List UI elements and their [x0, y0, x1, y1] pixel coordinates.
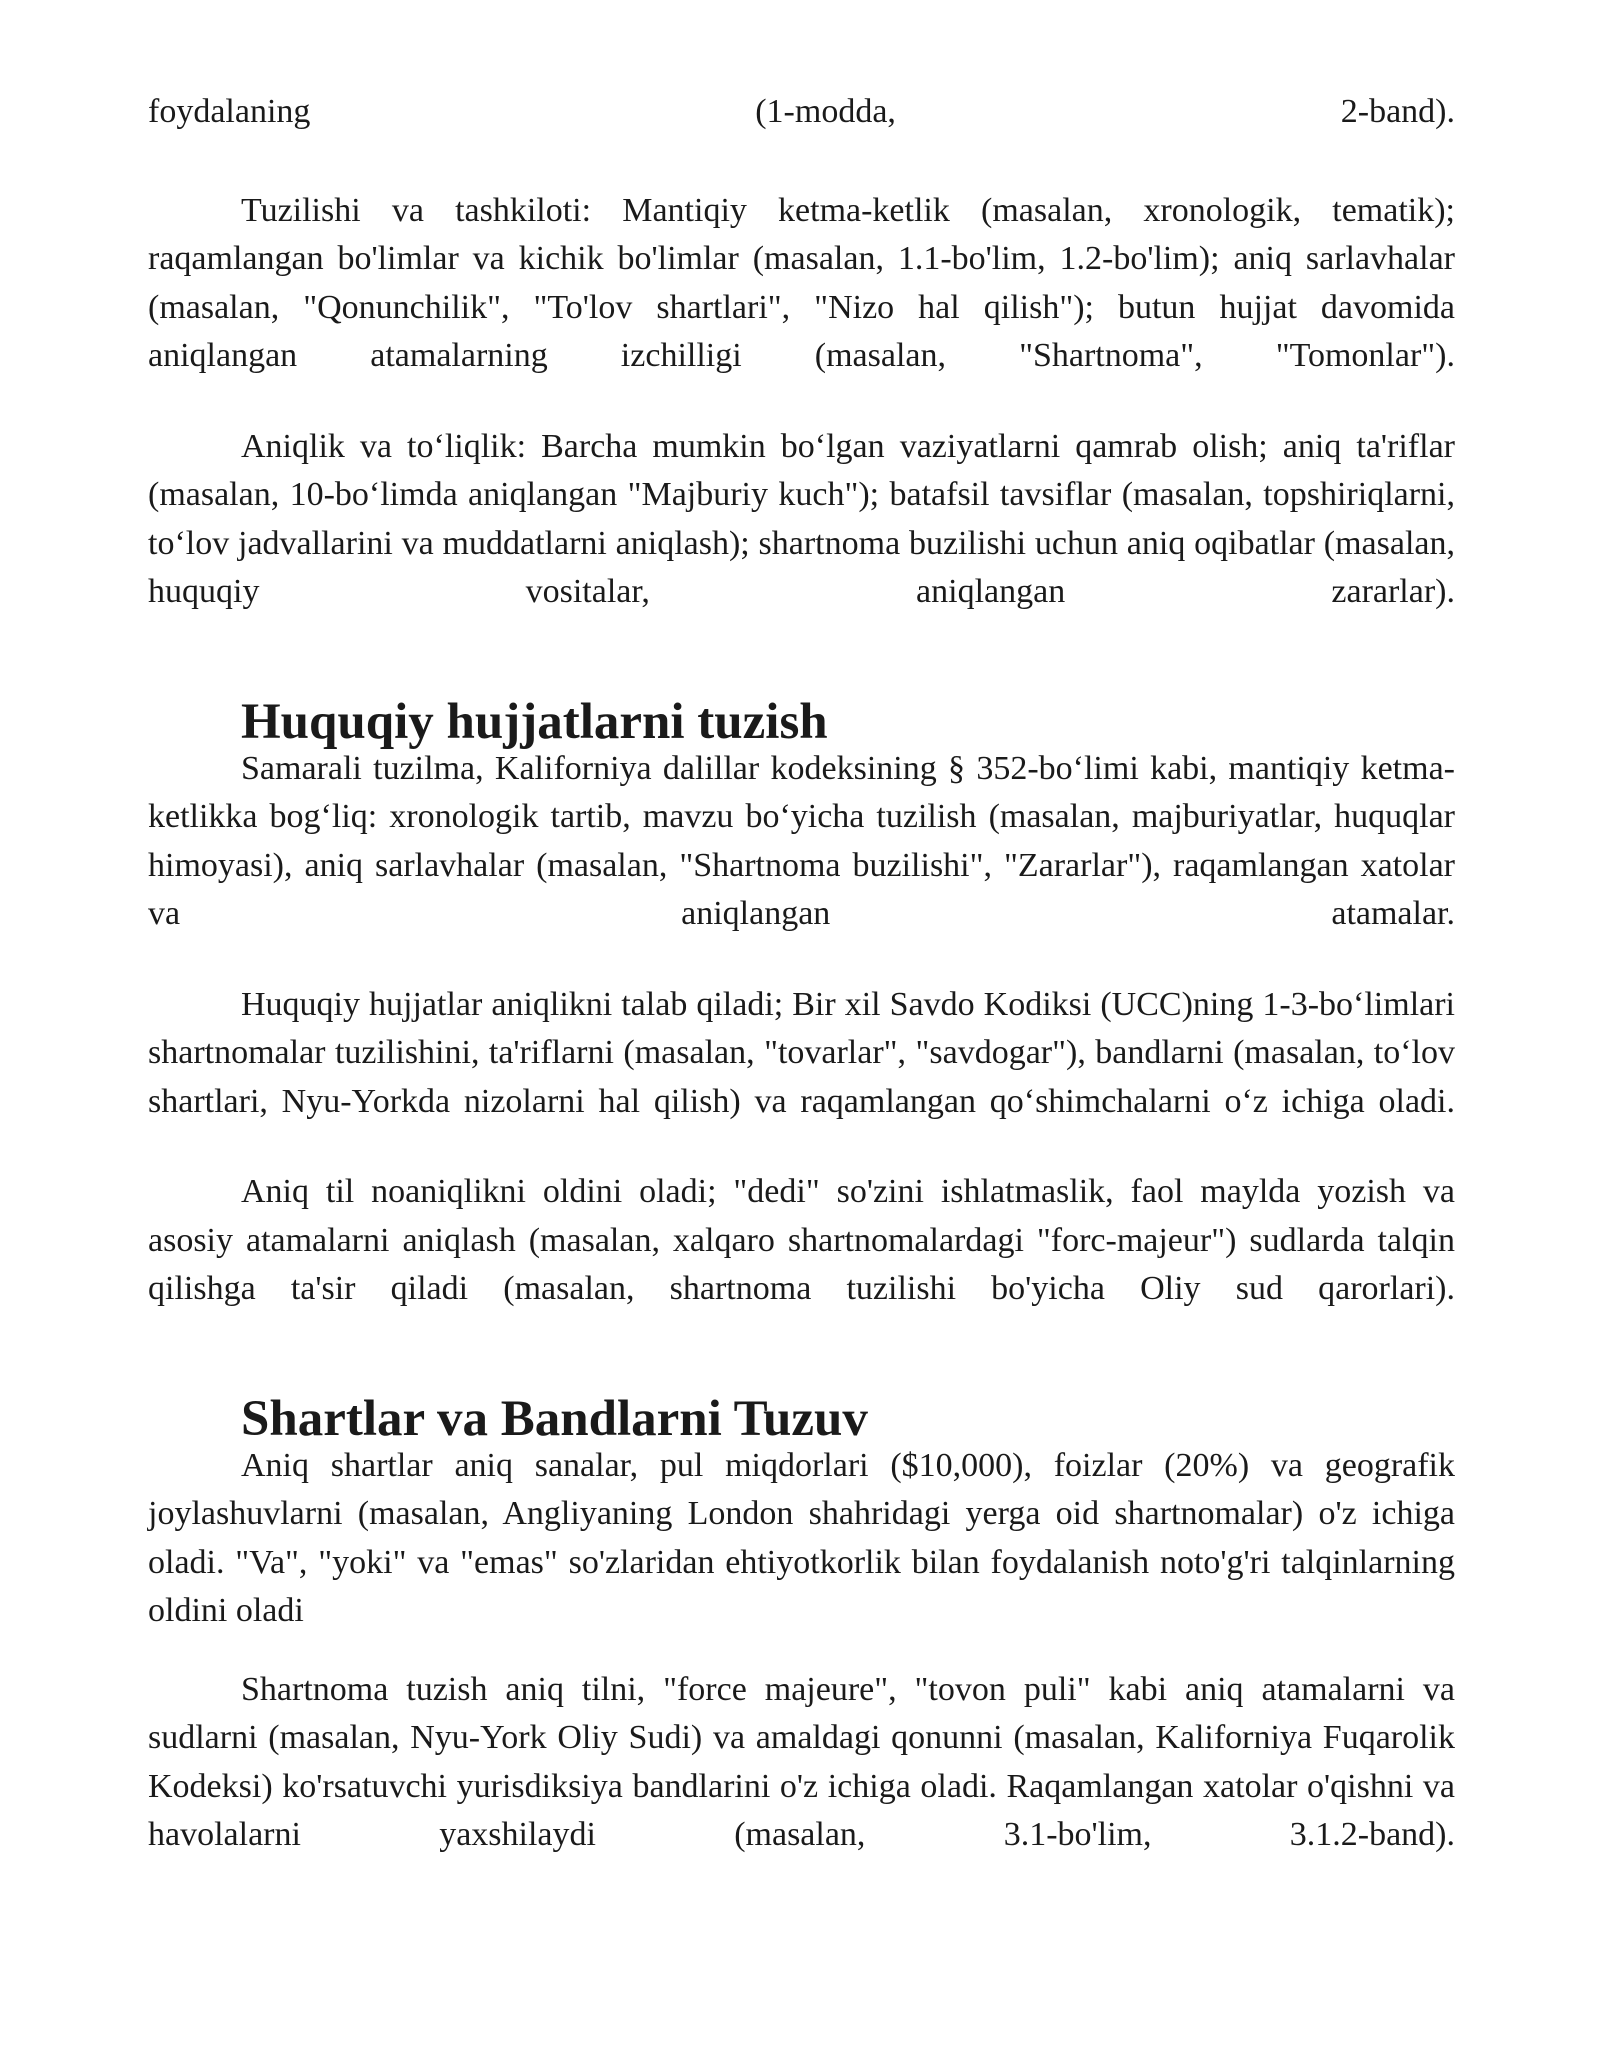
- heading-terms-clauses: Shartlar va Bandlarni Tuzuv: [241, 1390, 868, 1447]
- paragraph-structure: Tuzilishi va tashkiloti: Mantiqiy ketma-ketlik (masalan, xronologik, tematik); raqamlangan bo'limlar va kichik bo'limlar (masalan, 1.1-bo'lim, 1.2-bo'lim); aniq sarlavhalar (masalan, "Qonunchilik", "To'lov shartlari", "Nizo hal qilish"); butun hujjat davomida aniqlangan atamalarning izchilligi (masalan, "Shartnoma", "Tomonlar").: [148, 191, 1455, 374]
- paragraph-effective-structure: Samarali tuzilma, Kaliforniya dalillar kodeksining § 352-bo‘limi kabi, mantiqiy ketma-ketlikka bog‘liq: xronologik tartib, mavzu bo‘yicha tuzilish (masalan, majburiyatlar, huquqlar himoyasi), aniq sarlavhalar (masalan, "Shartnoma buzilishi", "Zararlar"), raqamlangan xatolar va aniqlangan atamalar.: [148, 749, 1455, 932]
- paragraph-precise-language: Aniq til noaniqlikni oldini oladi; "dedi" so'zini ishlatmaslik, faol maylda yozish va asosiy atamalarni aniqlash (masalan, xalqaro shartnomalardagi "forc-majeur") sudlarda talqin qilishga ta'sir qiladi (masalan, shartnoma tuzilishi bo'yicha Oliy sud qarorlari).: [148, 1173, 1455, 1307]
- continuation-line: foydalaning (1-modda, 2-band).: [148, 93, 1455, 130]
- paragraph-ucc: Huquqiy hujjatlar aniqlikni talab qiladi; Bir xil Savdo Kodiksi (UCC)ning 1-3-bo‘limlari shartnomalar tuzilishini, ta'riflarni (masalan, "tovarlar", "savdogar"), bandlarni (masalan, to‘lov shartlari, Nyu-Yorkda nizolarni hal qilish) va raqamlangan qo‘shimchalarni o‘z ichiga oladi.: [148, 985, 1455, 1120]
- paragraph-clarity: Aniqlik va to‘liqlik: Barcha mumkin bo‘lgan vaziyatlarni qamrab olish; aniq ta'riflar (masalan, 10-bo‘limda aniqlangan "Majburiy kuch"); batafsil tavsiflar (masalan, topshiriqlarni, to‘lov jadvallarini va muddatlarni aniqlash); shartnoma buzilishi uchun aniq oqibatlar (masalan, huquqiy vositalar, aniqlangan zararlar).: [148, 427, 1455, 610]
- paragraph-contract-drafting: Shartnoma tuzish aniq tilni, "force majeure", "tovon puli" kabi aniq atamalarni va sudlarni (masalan, Nyu-York Oliy Sudi) va amaldagi qonunni (masalan, Kaliforniya Fuqarolik Kodeksi) ko'rsatuvchi yurisdiksiya bandlarini o'z ichiga oladi. Raqamlangan xatolar o'qishni va havolalarni yaxshilaydi (masalan, 3.1-bo'lim, 3.1.2-band).: [148, 1670, 1455, 1853]
- document-page: [148, 88, 1455, 1860]
- paragraph-precise-terms: Aniq shartlar aniq sanalar, pul miqdorlari ($10,000), foizlar (20%) va geografik joylashuvlarni (masalan, Angliyaning London shahridagi yerga oid shartnomalar) o'z ichiga oladi. "Va", "yoki" va "emas" so'zlaridan ehtiyotkorlik bilan foydalanish noto'g'ri talqinlarning oldini oladi: [148, 1446, 1455, 1629]
- heading-legal-drafting: Huquqiy hujjatlarni tuzish: [241, 693, 828, 750]
